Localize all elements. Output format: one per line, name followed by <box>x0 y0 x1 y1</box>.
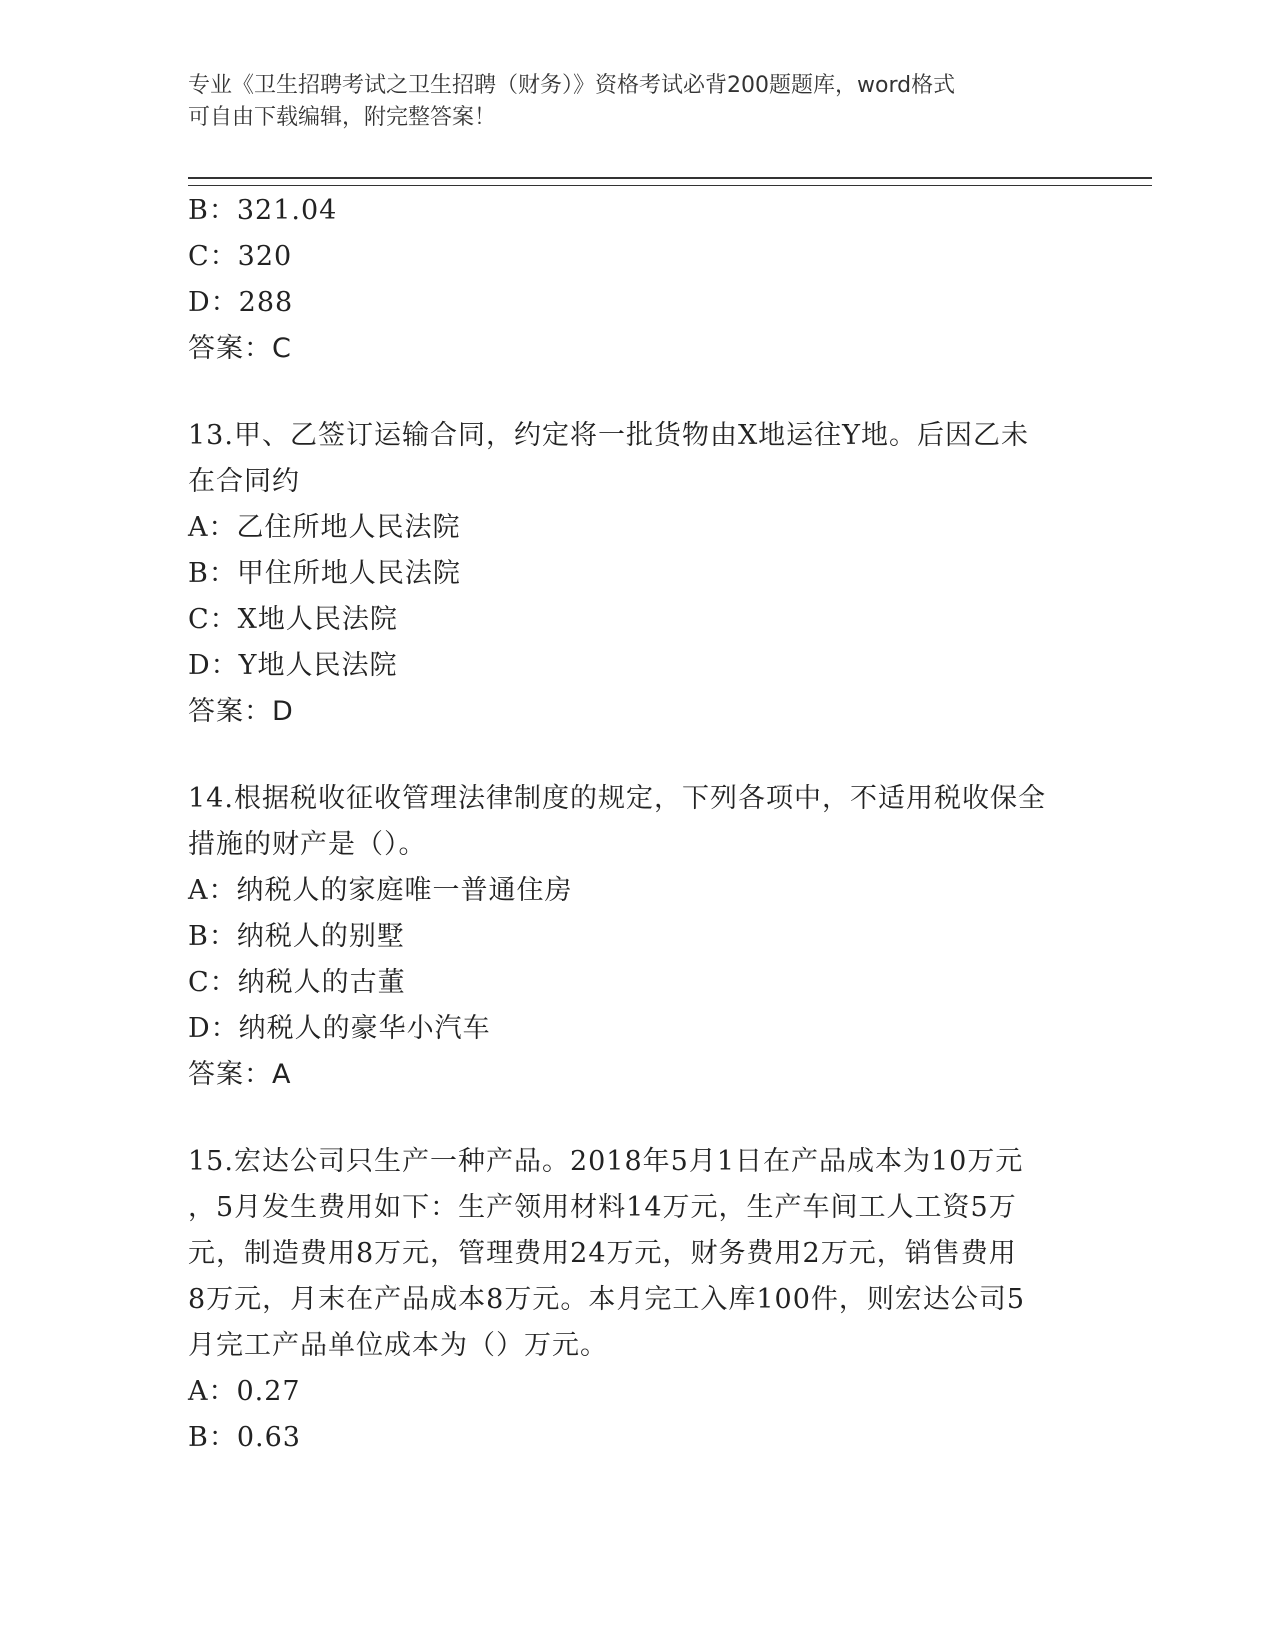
question-stem: 14.根据税收征收管理法律制度的规定，下列各项中，不适用税收保全 <box>188 783 1046 814</box>
question-stem: 月完工产品单位成本为（）万元。 <box>188 1330 608 1361</box>
option-c: C：X地人民法院 <box>188 604 398 635</box>
option-d: D：纳税人的豪华小汽车 <box>188 1013 491 1044</box>
option-c: C：320 <box>188 241 293 272</box>
spacer <box>188 1098 1088 1139</box>
option-a: A：乙住所地人民法院 <box>188 512 461 543</box>
question-stem: 在合同约 <box>188 466 300 497</box>
option-b: B：0.63 <box>188 1422 301 1453</box>
answer-label: 答案：D <box>188 696 294 727</box>
option-c: C：纳税人的古董 <box>188 967 406 998</box>
option-a: A：0.27 <box>188 1376 301 1407</box>
header-title-line-1: 专业《卫生招聘考试之卫生招聘（财务）》资格考试必背200题题库，word格式 <box>188 73 956 98</box>
question-list <box>188 188 1088 1461</box>
spacer <box>188 372 1088 413</box>
option-b: B：甲住所地人民法院 <box>188 558 461 589</box>
question-15 <box>188 1139 1088 1461</box>
spacer <box>188 735 1088 776</box>
option-b: B：321.04 <box>188 195 338 226</box>
page-header <box>188 70 1068 134</box>
question-12-tail <box>188 188 1088 372</box>
question-13 <box>188 413 1088 735</box>
option-a: A：纳税人的家庭唯一普通住房 <box>188 875 573 906</box>
answer-label: 答案：C <box>188 333 292 364</box>
header-divider <box>188 177 1152 186</box>
question-stem: ，5月发生费用如下：生产领用材料14万元，生产车间工人工资5万 <box>188 1192 1017 1223</box>
question-stem: 15.宏达公司只生产一种产品。2018年5月1日在产品成本为10万元 <box>188 1146 1024 1177</box>
question-stem: 元，制造费用8万元，管理费用24万元，财务费用2万元，销售费用 <box>188 1238 1017 1269</box>
answer-label: 答案：A <box>188 1059 292 1090</box>
option-d: D：Y地人民法院 <box>188 650 398 681</box>
question-14 <box>188 776 1088 1098</box>
header-title-line-2: 可自由下载编辑，附完整答案！ <box>188 105 497 130</box>
question-stem: 13.甲、乙签订运输合同，约定将一批货物由X地运往Y地。后因乙未 <box>188 420 1029 451</box>
option-d: D：288 <box>188 287 294 318</box>
question-stem: 措施的财产是（）。 <box>188 829 427 860</box>
question-stem: 8万元，月末在产品成本8万元。本月完工入库100件，则宏达公司5 <box>188 1284 1026 1315</box>
option-b: B：纳税人的别墅 <box>188 921 405 952</box>
